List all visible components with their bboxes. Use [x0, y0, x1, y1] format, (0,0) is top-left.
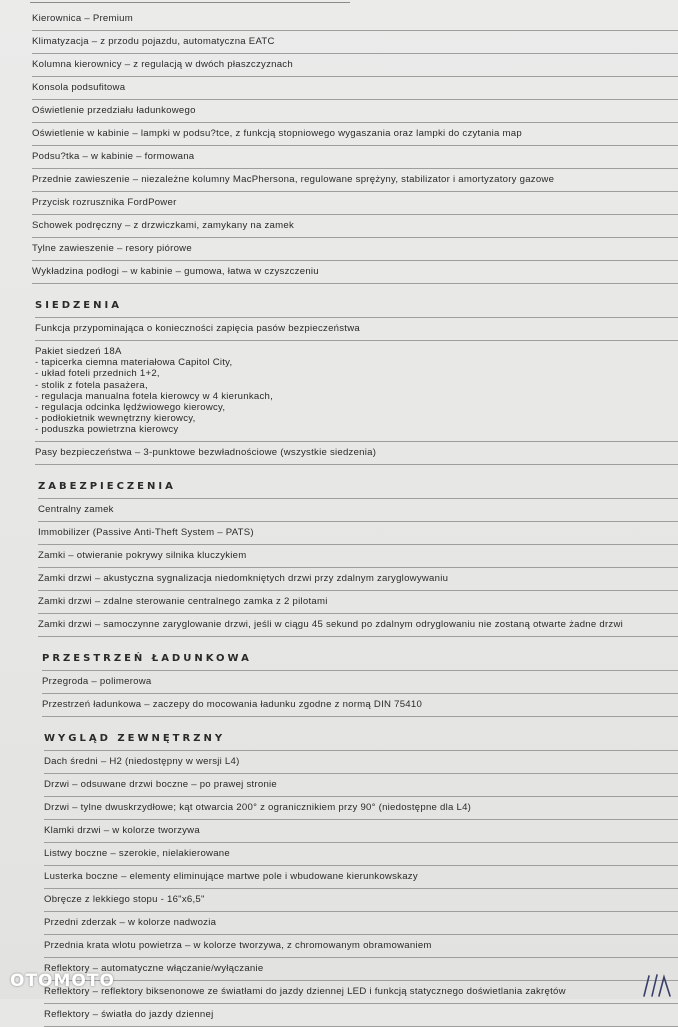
spec-row: Pasy bezpieczeństwa – 3-punktowe bezwładnościowe (wszystkie siedzenia) [35, 442, 678, 465]
spec-row: Klamki drzwi – w kolorze tworzywa [44, 820, 678, 843]
package-line: - stolik z fotela pasażera, [35, 379, 148, 391]
package-line: - regulacja manualna fotela kierowcy w 4 kierunkach, [35, 390, 274, 402]
spec-row: Schowek podręczny – z drzwiczkami, zamykany na zamek [32, 215, 678, 238]
spec-row: Centralny zamek [38, 499, 678, 522]
spec-row: Przycisk rozrusznika FordPower [32, 192, 678, 215]
spec-row: Zamki – otwieranie pokrywy silnika kluczykiem [38, 545, 678, 568]
spec-row: Oświetlenie przedziału ładunkowego [32, 100, 678, 123]
spec-row: Konsola podsufitowa [32, 77, 678, 100]
spec-row: Przedni zderzak – w kolorze nadwozia [44, 912, 678, 935]
section-heading: SIEDZENIA [35, 284, 678, 318]
spec-row: Kolumna kierownicy – z regulacją w dwóch płaszczyznach [32, 54, 678, 77]
spec-row: Tylne zawieszenie – resory piórowe [32, 238, 678, 261]
section-cargo [0, 637, 678, 717]
spec-row: Wykładzina podłogi – w kabinie – gumowa, łatwa w czyszczeniu [32, 261, 678, 284]
spec-row: Listwy boczne – szerokie, nielakierowane [44, 843, 678, 866]
package-line: - tapicerka ciemna materiałowa Capitol City, [35, 357, 233, 369]
spec-row: Drzwi – odsuwane drzwi boczne – po prawej stronie [44, 774, 678, 797]
section-heading: PRZESTRZEŃ ŁADUNKOWA [42, 637, 678, 671]
spec-row: Zamki drzwi – zdalne sterowanie centralnego zamka z 2 pilotami [38, 591, 678, 614]
spec-row: Funkcja przypominająca o konieczności zapięcia pasów bezpieczeństwa [35, 318, 678, 341]
spec-row: Przednie zawieszenie – niezależne kolumny MacPhersona, regulowane sprężyny, stabilizator i amortyzatory gazowe [32, 169, 678, 192]
spec-row: Kierownica – Premium [32, 8, 678, 31]
spec-row: Immobilizer (Passive Anti-Theft System – PATS) [38, 522, 678, 545]
section-features [0, 8, 678, 284]
spec-row: Zamki drzwi – samoczynne zaryglowanie drzwi, jeśli w ciągu 45 sekund po zdalnym odryglowaniu nie zostaną otwarte żadne drzwi [38, 614, 678, 637]
handwritten-mark-icon [640, 972, 676, 998]
spec-row: Reflektory – automatyczne włączanie/wyłączanie [44, 958, 678, 981]
spec-row: Dach średni – H2 (niedostępny w wersji L4) [44, 751, 678, 774]
spec-row: Przestrzeń ładunkowa – zaczepy do mocowania ładunku zgodne z normą DIN 75410 [42, 694, 678, 717]
section-security [0, 465, 678, 637]
spec-row: Reflektory – światła do jazdy dziennej [44, 1004, 678, 1027]
package-line: - podłokietnik wewnętrzny kierowcy, [35, 413, 196, 425]
spec-row-package [35, 341, 678, 442]
spec-row: Lusterka boczne – elementy eliminujące martwe pole i wbudowane kierunkowskazy [44, 866, 678, 889]
spec-row: Zamki drzwi – akustyczna sygnalizacja niedomkniętych drzwi przy zdalnym zaryglowywaniu [38, 568, 678, 591]
spec-row: Reflektory – reflektory biksenonowe ze światłami do jazdy dziennej LED i funkcją statycznego doświetlania zakrętów [44, 981, 678, 1004]
spec-row: Obręcze z lekkiego stopu - 16"x6,5" [44, 889, 678, 912]
spec-row: Drzwi – tylne dwuskrzydłowe; kąt otwarcia 200° z ogranicznikiem przy 90° (niedostępne dla L4) [44, 797, 678, 820]
package-line: Pakiet siedzeń 18A [35, 346, 122, 357]
spec-content [0, 8, 678, 1027]
top-rule [30, 2, 350, 3]
spec-row: Klimatyzacja – z przodu pojazdu, automatyczna EATC [32, 31, 678, 54]
section-seats [0, 284, 678, 465]
section-heading: ZABEZPIECZENIA [38, 465, 678, 499]
spec-row: Przegroda – polimerowa [42, 671, 678, 694]
section-heading: WYGLĄD ZEWNĘTRZNY [44, 717, 678, 751]
package-line: - regulacja odcinka lędźwiowego kierowcy, [35, 402, 226, 414]
watermark-logo: OTOMOTO [10, 971, 115, 991]
package-line: - układ foteli przednich 1+2, [35, 368, 160, 380]
spec-row: Przednia krata wlotu powietrza – w kolorze tworzywa, z chromowanym obramowaniem [44, 935, 678, 958]
package-line: - poduszka powietrzna kierowcy [35, 424, 179, 436]
spec-row: Oświetlenie w kabinie – lampki w podsu?tce, z funkcją stopniowego wygaszania oraz lampki do czytania map [32, 123, 678, 146]
spec-row: Podsu?tka – w kabinie – formowana [32, 146, 678, 169]
